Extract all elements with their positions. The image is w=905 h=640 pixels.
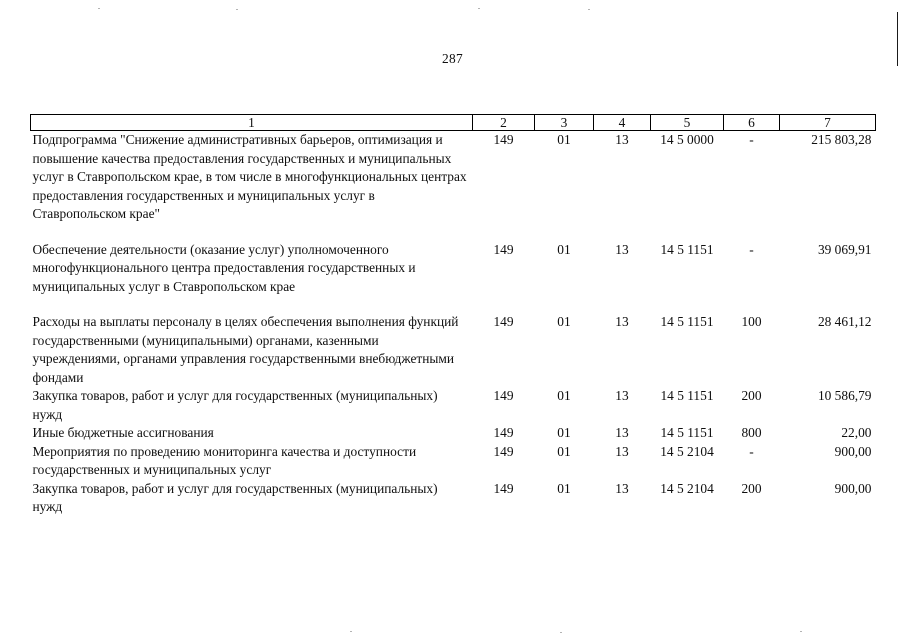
row-target-article: 14 5 1151 [660, 241, 714, 257]
budget-table [30, 114, 876, 517]
row-target-article: 14 5 0000 [660, 132, 714, 147]
row-amount: 39 069,91 [817, 241, 872, 257]
row-amount: 22,00 [841, 425, 872, 440]
row-code: 149 [493, 314, 514, 329]
column-header: 7 [780, 115, 876, 131]
row-amount: 28 461,12 [817, 314, 872, 329]
scan-speck [478, 8, 480, 9]
table-row[interactable] [31, 241, 876, 314]
scan-speck [98, 8, 100, 9]
row-section: 01 [557, 480, 571, 496]
row-amount: 900,00 [834, 443, 872, 459]
row-code: 149 [493, 443, 514, 459]
row-code: 149 [493, 241, 514, 257]
column-header: 1 [31, 115, 473, 131]
row-target-article: 14 5 1151 [660, 314, 714, 329]
row-section: 01 [557, 314, 571, 329]
row-amount: 10 586,79 [817, 388, 872, 403]
row-description: Расходы на выплаты персоналу в целях обеспечения выполнения функций государственными (муниципальными) органами, казенными учреждениями, органами управления государственными внебюджетными фондами [32, 314, 459, 385]
column-header: 2 [473, 115, 535, 131]
row-target-article: 14 5 2104 [660, 480, 714, 496]
row-description: Закупка товаров, работ и услуг для государственных (муниципальных) нужд [32, 388, 438, 422]
table-row[interactable] [31, 131, 876, 241]
row-code: 149 [493, 132, 514, 147]
row-target-article: 14 5 2104 [660, 443, 714, 459]
row-expense-type: 200 [741, 388, 762, 403]
row-expense-type: - [749, 241, 754, 257]
row-subsection: 13 [615, 388, 629, 403]
table-header [31, 115, 876, 131]
row-expense-type: 200 [741, 480, 762, 496]
column-header: 5 [651, 115, 724, 131]
row-subsection: 13 [615, 443, 629, 459]
row-subsection: 13 [615, 132, 629, 147]
row-amount: 900,00 [834, 480, 872, 496]
column-header: 6 [724, 115, 780, 131]
row-expense-type: 100 [741, 314, 762, 329]
row-section: 01 [557, 443, 571, 459]
row-code: 149 [493, 480, 514, 496]
row-target-article: 14 5 1151 [660, 388, 714, 403]
row-target-article: 14 5 1151 [660, 425, 714, 440]
row-expense-type: - [749, 443, 754, 459]
scan-speck [350, 631, 352, 632]
column-header: 3 [535, 115, 594, 131]
row-description: Подпрограмма "Снижение административных барьеров, оптимизация и повышение качества предоставления государственных и муниципальных услуг в Ставропольском крае, в том числе в многофункциональных центрах предоставления государственных и муниципальных услуг в Ставропольском крае" [32, 132, 467, 221]
row-section: 01 [557, 132, 571, 147]
row-code: 149 [493, 388, 514, 403]
row-section: 01 [557, 241, 571, 257]
scan-speck [236, 9, 238, 10]
row-amount: 215 803,28 [811, 132, 872, 147]
table-header-row [31, 115, 876, 131]
row-description: Иные бюджетные ассигнования [32, 425, 214, 440]
row-section: 01 [557, 425, 571, 440]
scan-speck [588, 9, 590, 10]
scan-speck [800, 631, 802, 632]
row-subsection: 13 [615, 480, 629, 496]
table-row[interactable] [31, 443, 876, 480]
column-header: 4 [594, 115, 651, 131]
row-expense-type: - [749, 132, 754, 147]
table-row[interactable] [31, 313, 876, 387]
page-number: 287 [442, 51, 463, 66]
row-subsection: 13 [615, 425, 629, 440]
row-expense-type: 800 [741, 425, 762, 440]
row-section: 01 [557, 388, 571, 403]
row-description: Закупка товаров, работ и услуг для государственных (муниципальных) нужд [32, 480, 438, 514]
row-description: Мероприятия по проведению мониторинга качества и доступности государственных и муниципальных услуг [32, 443, 417, 477]
table-row[interactable] [31, 424, 876, 443]
table-row[interactable] [31, 387, 876, 424]
row-code: 149 [493, 425, 514, 440]
table-row[interactable] [31, 480, 876, 517]
scan-speck [560, 632, 562, 633]
row-subsection: 13 [615, 241, 629, 257]
table-body [31, 131, 876, 517]
row-subsection: 13 [615, 314, 629, 329]
row-description: Обеспечение деятельности (оказание услуг) уполномоченного многофункционального центра предоставления государственных и муниципальных услуг в Ставропольском крае [32, 241, 416, 294]
